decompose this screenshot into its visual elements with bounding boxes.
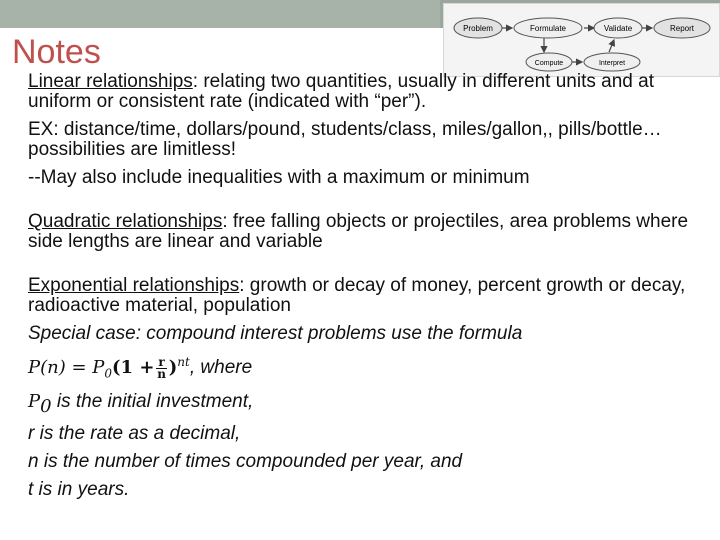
linear-paragraph [28, 72, 708, 112]
node-report-label: Report [669, 24, 695, 33]
n-definition: n is the number of times compounded per year, and [28, 451, 463, 473]
quadratic-paragraph [28, 212, 708, 252]
modeling-flowchart [443, 3, 720, 77]
exponential-heading: Exponential relationships [28, 275, 240, 296]
frac-den: n [157, 366, 166, 381]
quadratic-text1: : free falling objects or projectiles, area problems where side lengths are linear and variable [28, 211, 689, 252]
node-problem-label: Problem [463, 24, 493, 33]
arrow-interpret-validate [609, 40, 614, 52]
p0-symbol: P [28, 390, 41, 412]
notes-body [28, 72, 708, 500]
formula-close: ) [168, 357, 178, 378]
linear-heading: Linear relationships [28, 71, 193, 92]
slide-title: Notes [12, 33, 101, 71]
node-compute-label: Compute [534, 60, 564, 67]
formula-line [28, 352, 708, 384]
formula [28, 354, 190, 381]
top-bar-left [0, 0, 440, 28]
linear-text1: : relating two quantities, usually in different units and at uniform or consistent rate (indicated with “per”). [28, 71, 654, 112]
quadratic-heading: Quadratic relationships [28, 211, 223, 232]
flowchart-svg [444, 4, 719, 76]
node-interpret-label: Interpret [598, 60, 626, 67]
frac-num: r [158, 354, 165, 369]
exponential-text1: : growth or decay of money, percent growth or decay, radioactive material, population [28, 275, 686, 316]
formula-sub0: 0 [104, 366, 113, 381]
exponential-paragraph [28, 276, 708, 316]
p0-subscript: 0 [40, 395, 52, 417]
formula-open: (1 + [112, 357, 155, 378]
special-case: Special case: compound interest problems use the formula [28, 323, 523, 344]
r-definition: r is the rate as a decimal, [28, 423, 241, 445]
t-definition: t is in years. [28, 479, 130, 501]
formula-lhs: P(n) = P [28, 357, 105, 378]
formula-where: , where [189, 357, 253, 378]
linear-inequalities: --May also include inequalities with a maximum or minimum [28, 167, 530, 188]
linear-examples: EX: distance/time, dollars/pound, students/class, miles/gallon,, pills/bottle… possibilities are limitless! [28, 119, 662, 160]
formula-fraction [156, 354, 166, 381]
formula-exp: nt [177, 355, 190, 369]
node-formulate-label: Formulate [529, 24, 567, 33]
p0-def-text: is the initial investment, [51, 390, 254, 412]
p0-definition [28, 392, 708, 417]
node-validate-label: Validate [603, 24, 633, 33]
